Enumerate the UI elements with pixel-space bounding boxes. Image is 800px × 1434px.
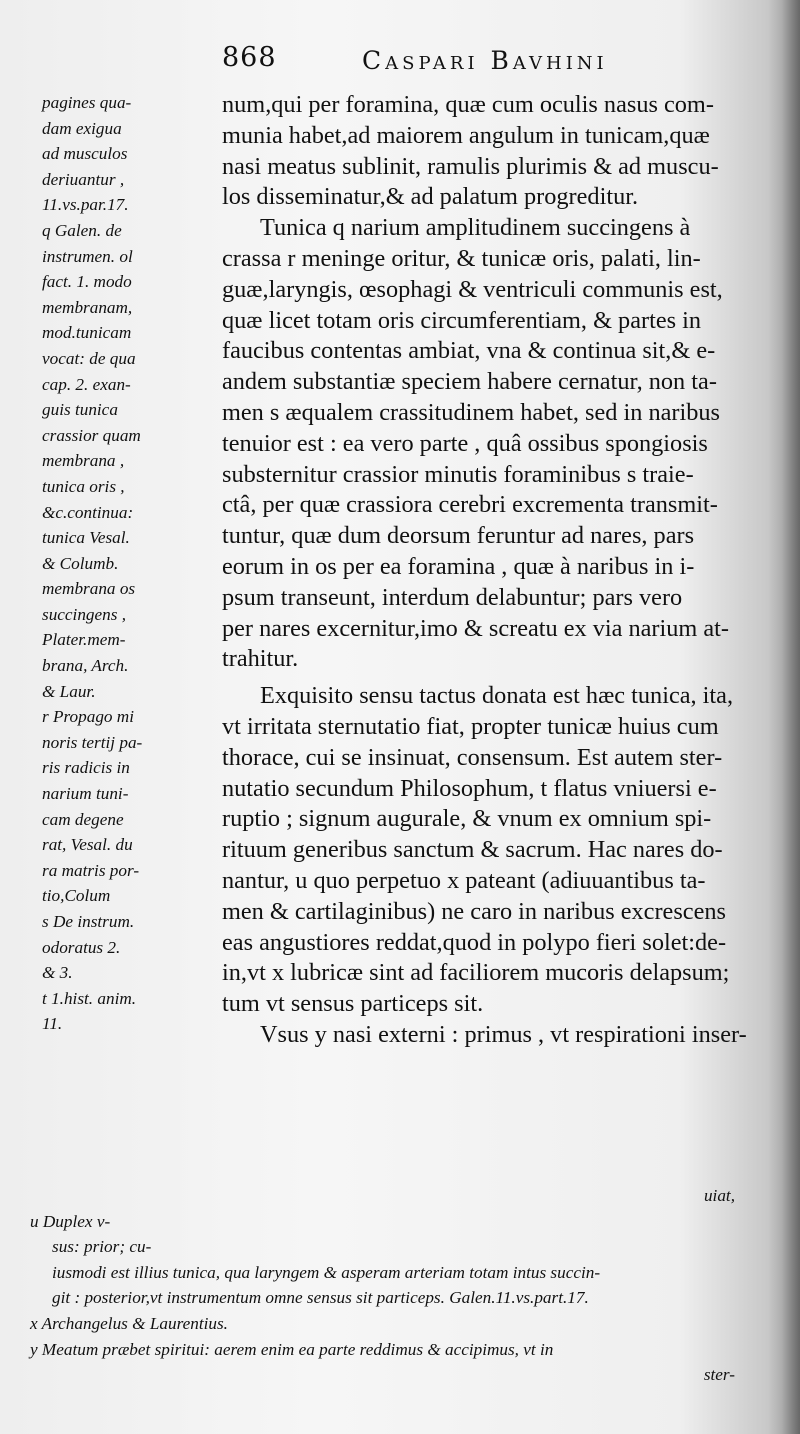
- footnote-line: y Meatum præbet spiritui: aerem enim ea parte reddimus & accipimus, vt in: [30, 1339, 554, 1359]
- text-line: trahitur.: [222, 645, 299, 673]
- margin-note-line: 11.vs.par.17.: [42, 195, 129, 215]
- margin-note-line: ad musculos: [42, 144, 128, 164]
- text-line: men s æqualem crassitudinem habet, sed in naribus: [222, 398, 720, 426]
- text-line: nasi meatus sublinit, ramulis plurimis & ad muscu-: [222, 152, 719, 180]
- text-line: faucibus contentas ambiat, vna & continua sit,& e-: [222, 337, 716, 365]
- text-line: ctâ, per quæ crassiora cerebri excrementa transmit-: [222, 491, 718, 519]
- margin-note-line: Plater.mem-: [42, 630, 126, 650]
- text-line: rituum generibus sanctum & sacrum. Hac nares do-: [222, 836, 723, 864]
- footnote-line: u Duplex v-: [30, 1211, 111, 1231]
- text-line: eorum in os per ea foramina , quæ à naribus in i-: [222, 552, 695, 580]
- margin-note-line: membrana os: [42, 579, 136, 599]
- text-line: psum transeunt, interdum delabuntur; pars vero: [222, 583, 683, 611]
- text-line: tuntur, quæ dum deorsum feruntur ad nares, pars: [222, 522, 695, 550]
- margin-note-line: & 3.: [42, 963, 73, 983]
- margin-note-line: brana, Arch.: [42, 656, 129, 676]
- text-line: per nares excernitur,imo & screatu ex via narium at-: [222, 614, 730, 642]
- bottom-notes: [30, 1183, 775, 1388]
- margin-note-line: q Galen. de: [42, 220, 122, 240]
- text-line: los disseminatur,& ad palatum progreditur.: [222, 183, 639, 211]
- text-line: guæ,laryngis, œsophagi & ventriculi communis est,: [222, 275, 723, 303]
- footnote-line: x Archangelus & Laurentius.: [30, 1313, 228, 1333]
- margin-note-line: vocat: de qua: [42, 348, 136, 368]
- margin-note-line: ris radicis in: [42, 758, 130, 778]
- text-line: eas angustiores reddat,quod in polypo fieri solet:de-: [222, 928, 727, 956]
- margin-note-line: & Laur.: [42, 681, 96, 701]
- margin-note-line: t 1.hist. anim.: [42, 988, 137, 1008]
- margin-note-line: crassior quam: [42, 425, 141, 445]
- page-header: [222, 42, 782, 92]
- margin-note-line: dam exigua: [42, 118, 122, 138]
- text-line: andem substantiæ speciem habere cernatur, non ta-: [222, 368, 717, 396]
- text-line: in,vt x lubricæ sint ad faciliorem mucoris delapsum;: [222, 959, 730, 987]
- text-line: ruptio ; signum augurale, & vnum ex omnium spi-: [222, 805, 712, 833]
- text-line: nantur, u quo perpetuo x pateant (adiuuantibus ta-: [222, 866, 706, 894]
- margin-note-line: cap. 2. exan-: [42, 374, 131, 394]
- running-head: Caspari Bavhini: [362, 46, 608, 75]
- margin-note-line: &c.continua:: [42, 502, 134, 522]
- margin-note-line: odoratus 2.: [42, 937, 121, 957]
- text-line: vt irritata sternutatio fiat, propter tunicæ huius cum: [222, 712, 719, 740]
- text-line: tum vt sensus particeps sit.: [222, 990, 484, 1018]
- margin-note-line: deriuantur ,: [42, 169, 125, 189]
- margin-note-line: r Propago mi: [42, 707, 134, 727]
- margin-note-line: guis tunica: [42, 400, 118, 420]
- text-line: crassa r meninge oritur, & tunicæ oris, palati, lin-: [222, 244, 701, 272]
- footnote-line: iusmodi est illius tunica, qua laryngem & asperam arteriam totam intus succin-: [52, 1262, 601, 1282]
- margin-note-line: cam degene: [42, 809, 124, 829]
- margin-note-line: tio,Colum: [42, 886, 111, 906]
- margin-note-line: mod.tunicam: [42, 323, 132, 343]
- page-number: 868: [222, 42, 277, 73]
- text-line: nutatio secundum Philosophum, t flatus vniuersi e-: [222, 774, 717, 802]
- margin-note-line: succingens ,: [42, 604, 127, 624]
- footnote-line: git : posterior,vt instrumentum omne sensus sit particeps. Galen.11.vs.part.17.: [52, 1288, 589, 1308]
- margin-note-line: & Columb.: [42, 553, 119, 573]
- margin-note-line: membrana ,: [42, 451, 125, 471]
- margin-notes: [42, 90, 212, 1037]
- margin-note-line: s De instrum.: [42, 912, 135, 931]
- text-line: men & cartilaginibus) ne caro in naribus excrescens: [222, 897, 726, 925]
- text-line: Vsus y nasi externi : primus , vt respirationi inser-: [260, 1020, 747, 1048]
- margin-note-line: fact. 1. modo: [42, 272, 132, 292]
- text-line: thorace, cui se insinuat, consensum. Est autem ster-: [222, 743, 723, 771]
- footnote-line: uiat,: [703, 1186, 735, 1205]
- text-line: quæ licet totam oris circumferentiam, & partes in: [222, 306, 702, 334]
- text-line: Exquisito sensu tactus donata est hæc tunica, ita,: [260, 682, 734, 710]
- text-line: Tunica q narium amplitudinem succingens à: [260, 214, 691, 242]
- text-line: tenuior est : ea vero parte , quâ ossibus spongiosis: [222, 429, 708, 457]
- margin-note-line: noris tertij pa-: [42, 732, 143, 752]
- main-text: [222, 90, 792, 1051]
- text-line: substernitur crassior minutis foraminibus s traie-: [222, 460, 694, 488]
- text-line: num,qui per foramina, quæ cum oculis nasus com-: [222, 91, 714, 118]
- margin-note-line: tunica Vesal.: [42, 528, 130, 548]
- page-edge-shadow: [782, 0, 800, 1434]
- catchword: ster-: [703, 1365, 735, 1385]
- margin-note-line: rat, Vesal. du: [42, 835, 133, 855]
- margin-note-line: narium tuni-: [42, 784, 129, 804]
- margin-note-line: instrumen. ol: [42, 246, 133, 266]
- text-line: munia habet,ad maiorem angulum in tunicam,quæ: [222, 121, 710, 149]
- margin-note-line: pagines qua-: [42, 93, 132, 112]
- margin-note-line: tunica oris ,: [42, 476, 125, 496]
- footnote-line: sus: prior; cu-: [52, 1237, 152, 1257]
- margin-note-line: ra matris por-: [42, 860, 140, 880]
- margin-note-line: 11.: [42, 1014, 63, 1034]
- margin-note-line: membranam,: [42, 297, 133, 317]
